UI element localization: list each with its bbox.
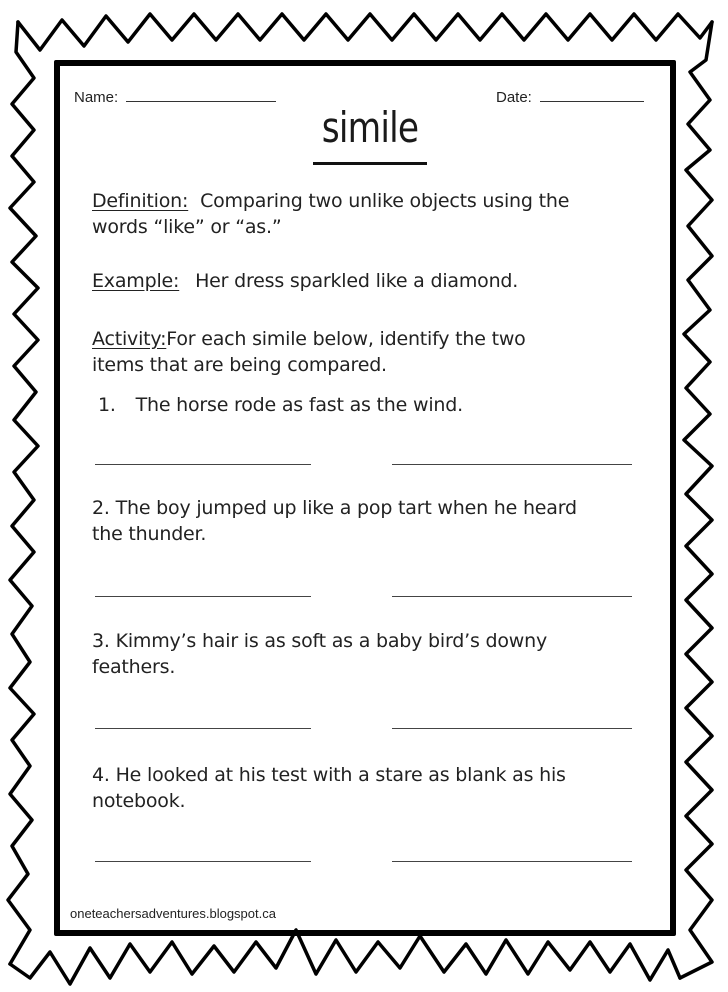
question-2-answer-line-1[interactable] [95,596,311,597]
question-4-text-line1: He looked at his test with a stare as blank as his [115,764,566,786]
question-4-answer-line-1[interactable] [95,861,311,862]
question-3-number: 3. [92,630,110,652]
question-1-answer-line-2[interactable] [392,464,632,465]
definition-label: Definition: [92,190,189,212]
definition-text-line2: words “like” or “as.” [92,216,282,238]
question-3-text-line2: feathers. [92,656,176,678]
question-4-answer-line-2[interactable] [392,861,632,862]
activity-label: Activity: [92,328,167,350]
date-field[interactable] [496,89,644,106]
question-4-number: 4. [92,764,110,786]
question-2-number: 2. [92,497,110,519]
date-blank-line[interactable] [540,101,644,102]
name-label: Name: [74,89,119,106]
activity-text-line1: For each simile below, identify the two [166,328,526,350]
question-1-number: 1. [98,394,116,416]
name-blank-line[interactable] [126,101,276,102]
name-field[interactable] [74,89,276,106]
question-3 [92,628,652,680]
question-3-answer-line-1[interactable] [95,728,311,729]
question-1-answer-line-1[interactable] [95,464,311,465]
question-2-text-line2: the thunder. [92,523,207,545]
question-1-text: The horse rode as fast as the wind. [135,394,463,416]
example-text: Her dress sparkled like a diamond. [195,270,519,292]
question-1 [98,392,658,418]
definition-section [92,188,652,240]
question-2 [92,495,652,547]
question-2-answer-line-2[interactable] [392,596,632,597]
definition-text-line1: Comparing two unlike objects using the [200,190,570,212]
activity-text-line2: items that are being compared. [92,354,387,376]
footer-source-text: oneteachersadventures.blogspot.ca [70,906,276,921]
example-section [92,268,652,294]
question-4 [92,762,652,814]
title-underline [313,162,427,165]
question-4-text-line2: notebook. [92,790,186,812]
page-title: simile [321,103,419,152]
date-label: Date: [496,89,532,106]
question-3-answer-line-2[interactable] [392,728,632,729]
example-label: Example: [92,270,180,292]
question-3-text-line1: Kimmy’s hair is as soft as a baby bird’s downy [115,630,548,652]
activity-section [92,326,652,378]
question-2-text-line1: The boy jumped up like a pop tart when he heard [115,497,577,519]
